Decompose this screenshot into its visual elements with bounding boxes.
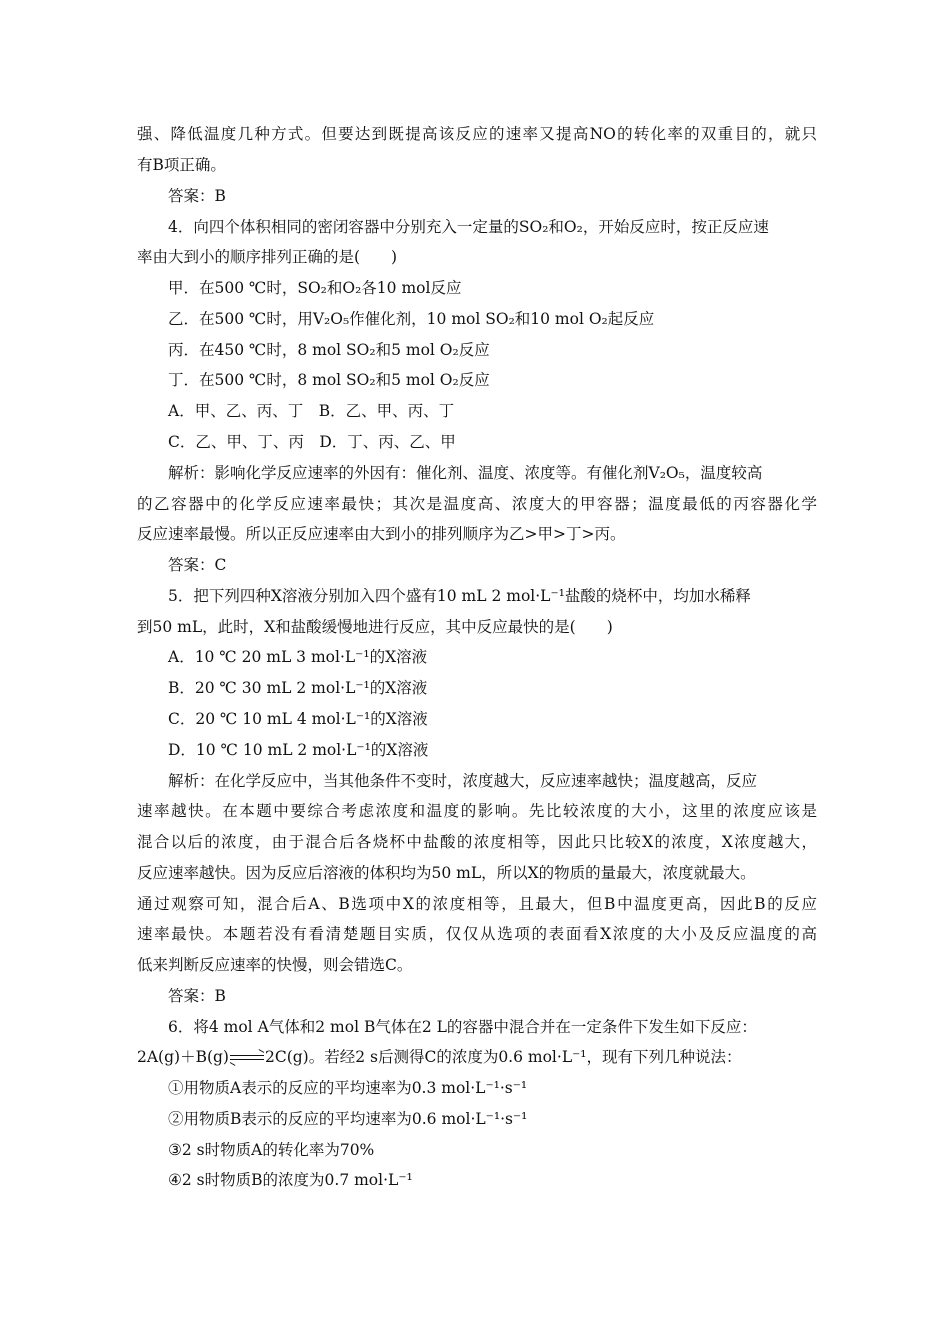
statement-1: ①用物质A表示的反应的平均速率为0.3 mol·L⁻¹·s⁻¹ — [168, 1079, 528, 1097]
text-line: 到50 mL，此时，X和盐酸缓慢地进行反应，其中反应最快的是( ) — [137, 618, 613, 636]
equation-line — [137, 1047, 817, 1067]
option-ding: 丁．在500 ℃时，8 mol SO₂和5 mol O₂反应 — [168, 371, 490, 389]
option-yi: 乙．在500 ℃时，用V₂O₅作催化剂，10 mol SO₂和10 mol O₂起反应 — [168, 310, 655, 328]
option-c: C．20 ℃ 10 mL 4 mol·L⁻¹的X溶液 — [168, 710, 428, 728]
text-line: 混合以后的浓度，由于混合后各烧杯中盐酸的浓度相等，因此只比较X的浓度，X浓度越大， — [137, 833, 817, 851]
text-line: 速率越快。在本题中要综合考虑浓度和温度的影响。先比较浓度的大小，这里的浓度应该是 — [137, 802, 817, 820]
answer-line: 答案：C — [168, 556, 227, 574]
question-6: 6．将4 mol A气体和2 mol B气体在2 L的容器中混合并在一定条件下发生如下反应： — [168, 1018, 757, 1036]
text-line: 反应速率最慢。所以正反应速率由大到小的排列顺序为乙>甲>丁>丙。 — [137, 525, 626, 543]
equation-products: 2C(g)。若经2 s后测得C的浓度为0.6 mol·L⁻¹，现有下列几种说法： — [264, 1048, 742, 1066]
analysis-line: 解析：在化学反应中，当其他条件不变时，浓度越大，反应速率越快；温度越高，反应 — [168, 772, 758, 790]
text-line: 的乙容器中的化学反应速率最快；其次是温度高、浓度大的甲容器；温度最低的丙容器化学 — [137, 495, 817, 513]
option-b: B．20 ℃ 30 mL 2 mol·L⁻¹的X溶液 — [168, 679, 428, 697]
option-bing: 丙．在450 ℃时，8 mol SO₂和5 mol O₂反应 — [168, 341, 490, 359]
choice-cd: C．乙、甲、丁、丙 D．丁、丙、乙、甲 — [168, 433, 456, 451]
statement-2: ②用物质B表示的反应的平均速率为0.6 mol·L⁻¹·s⁻¹ — [168, 1110, 528, 1128]
text-line: 低来判断反应速率的快慢，则会错选C。 — [137, 956, 413, 974]
choice-ab: A．甲、乙、丙、丁 B．乙、甲、丙、丁 — [168, 402, 455, 420]
option-jia: 甲．在500 ℃时，SO₂和O₂各10 mol反应 — [168, 279, 462, 297]
answer-line: 答案：B — [168, 187, 226, 205]
text-line: 率由大到小的顺序排列正确的是( ) — [137, 248, 398, 266]
option-a: A．10 ℃ 20 mL 3 mol·L⁻¹的X溶液 — [168, 648, 428, 666]
equilibrium-arrow-icon — [230, 1053, 264, 1063]
answer-line: 答案：B — [168, 987, 226, 1005]
analysis-line: 解析：影响化学反应速率的外因有：催化剂、温度、浓度等。有催化剂V₂O₅，温度较高 — [168, 464, 763, 482]
equation-reactants: 2A(g)＋B(g) — [137, 1048, 229, 1066]
question-4: 4．向四个体积相同的密闭容器中分别充入一定量的SO₂和O₂，开始反应时，按正反应速 — [168, 218, 769, 236]
text-line: 反应速率越快。因为反应后溶液的体积均为50 mL，所以X的物质的量最大，浓度就最大。 — [137, 864, 756, 882]
text-line: 通过观察可知，混合后A、B选项中X的浓度相等，且最大，但B中温度更高，因此B的反应 — [137, 895, 817, 913]
text-line: 强、降低温度几种方式。但要达到既提高该反应的速率又提高NO的转化率的双重目的，就只 — [137, 125, 817, 143]
text-line: 速率最快。本题若没有看清楚题目实质，仅仅从选项的表面看X浓度的大小及反应温度的高 — [137, 925, 817, 943]
text-line: 有B项正确。 — [137, 156, 226, 174]
statement-4: ④2 s时物质B的浓度为0.7 mol·L⁻¹ — [168, 1171, 413, 1189]
question-5: 5．把下列四种X溶液分别加入四个盛有10 mL 2 mol·L⁻¹盐酸的烧杯中，均加水稀释 — [168, 587, 751, 605]
statement-3: ③2 s时物质A的转化率为70% — [168, 1141, 375, 1159]
option-d: D．10 ℃ 10 mL 2 mol·L⁻¹的X溶液 — [168, 741, 429, 759]
